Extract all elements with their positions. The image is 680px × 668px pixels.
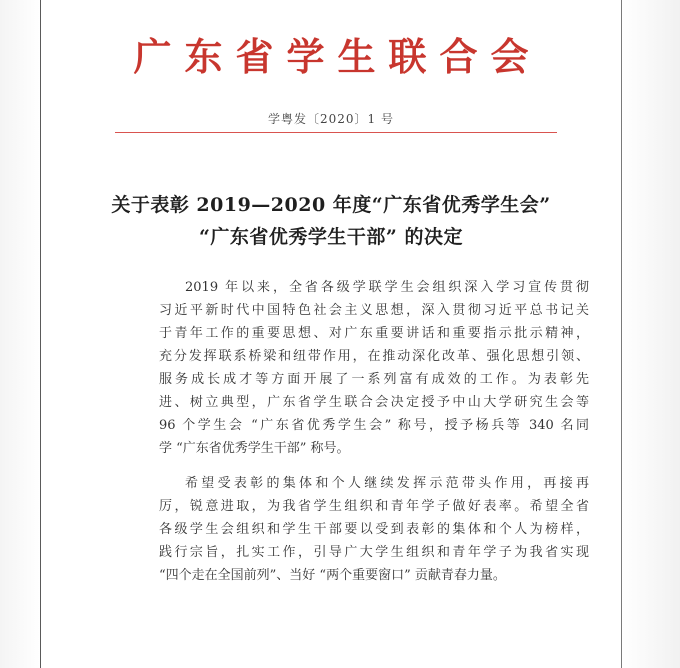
paragraph-1-line: 2019 年以来，全省各级学联学生会组织深入学习宣传贯彻 xyxy=(185,280,589,295)
paragraph-2-line: “四个走在全国前列”、当好 “两个重要窗口” 贡献青春力量。 xyxy=(159,568,506,583)
document-heading-line-2: “广东省优秀学生干部” 的决定 xyxy=(199,226,463,248)
paragraph-1-line: 充分发挥联系桥梁和纽带作用，在推动深化改革、强化思想引领、 xyxy=(159,349,589,364)
paragraph-2-line: 希望受表彰的集体和个人继续发挥示范带头作用，再接再 xyxy=(185,476,589,491)
paragraph-1-line: 进、树立典型，广东省学生联合会决定授予中山大学研究生会等 xyxy=(159,395,589,410)
document-body xyxy=(159,276,589,587)
paragraph-2-line: 各级学生会组织和学生干部要以受到表彰的集体和个人为榜样， xyxy=(159,522,589,537)
paragraph-gap xyxy=(159,460,589,472)
paragraph-1-line: 学 “广东省优秀学生干部” 称号。 xyxy=(159,441,350,456)
paragraph-1-line: 于青年工作的重要思想、对广东重要讲话和重要指示批示精神， xyxy=(159,326,589,341)
paragraph-1-line: 96 个学生会 “广东省优秀学生会” 称号，授予杨兵等 340 名同 xyxy=(159,418,589,433)
org-title: 广东省学生联合会 xyxy=(133,34,542,79)
paragraph-1-line: 习近平新时代中国特色社会主义思想，深入贯彻习近平总书记关 xyxy=(159,303,589,318)
background-right-edge xyxy=(622,0,680,668)
paragraph-2-line: 厉，锐意进取，为我省学生组织和青年学子做好表率。希望全省 xyxy=(159,499,589,514)
red-divider-line xyxy=(115,132,557,133)
paragraph-1-line: 服务成长成才等方面开展了一系列富有成效的工作。为表彰先 xyxy=(159,372,589,387)
document-page xyxy=(40,0,622,668)
paragraph-2-line: 践行宗旨，扎实工作，引导广大学生组织和青年学子为我省实现 xyxy=(159,545,589,560)
document-heading-line-1: 关于表彰 2019—2020 年度“广东省优秀学生会” xyxy=(111,194,551,216)
document-number: 学粤发〔2020〕1 号 xyxy=(268,112,394,126)
background-left-edge xyxy=(0,0,40,668)
